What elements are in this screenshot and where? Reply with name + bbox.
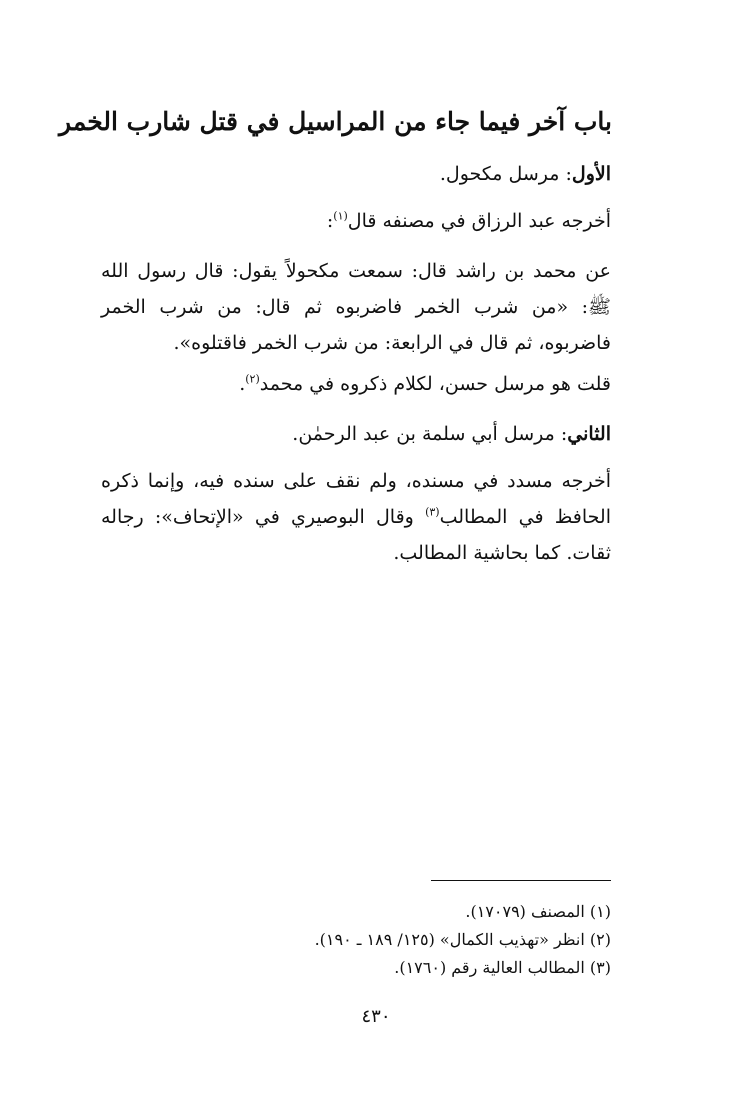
footnote-ref-1: (١) (333, 209, 348, 223)
grading-text: قلت هو مرسل حسن، لكلام ذكروه في محمد (259, 373, 611, 395)
grading-period: . (239, 373, 246, 395)
second-text: : مرسل أبي سلمة بن عبد الرحمٰن. (292, 423, 568, 445)
second-narration-heading (51, 423, 611, 445)
musaddad-text-a: أخرجه مسدد في مسنده، ولم نقف على سنده فيه، وإنما ذكره الحافظ في المطالب (101, 470, 611, 528)
grading-line (51, 373, 611, 395)
footnote-separator (431, 880, 611, 881)
first-narration-heading (51, 163, 611, 185)
first-text: : مرسل مكحول. (439, 163, 572, 185)
second-label: الثاني (567, 423, 611, 445)
footnote-1: (١) المصنف (١٧٠٧٩). (465, 902, 611, 921)
source-colon: : (326, 210, 334, 232)
hadith-paragraph: عن محمد بن راشد قال: سمعت مكحولاً يقول: قال رسول الله ﷺ: «من شرب الخمر فاضربوه ثم قال: من شرب الخمر فاضربوه، ثم قال في الرابعة: من شرب الخمر فاقتلوه». (101, 260, 611, 354)
page-number: ٤٣٠ (361, 1006, 391, 1027)
footnote-ref-2: (٢) (245, 372, 260, 386)
chapter-title: باب آخر فيما جاء من المراسيل في قتل شارب الخمر (59, 107, 612, 136)
footnote-2: (٢) انظر «تهذيب الكمال» (١٢٥/ ١٨٩ ـ ١٩٠). (314, 930, 611, 949)
musaddad-paragraph (101, 463, 611, 571)
footnote-3: (٣) المطالب العالية رقم (١٧٦٠). (394, 958, 611, 977)
first-label: الأول (571, 163, 611, 185)
musaddad-text-b: وقال البوصيري في «الإتحاف»: رجاله ثقات. كما بحاشية المطالب. (101, 506, 611, 564)
source-line (51, 210, 611, 232)
source-text: أخرجه عبد الرزاق في مصنفه قال (347, 210, 611, 232)
footnote-ref-3: (٣) (425, 505, 440, 519)
